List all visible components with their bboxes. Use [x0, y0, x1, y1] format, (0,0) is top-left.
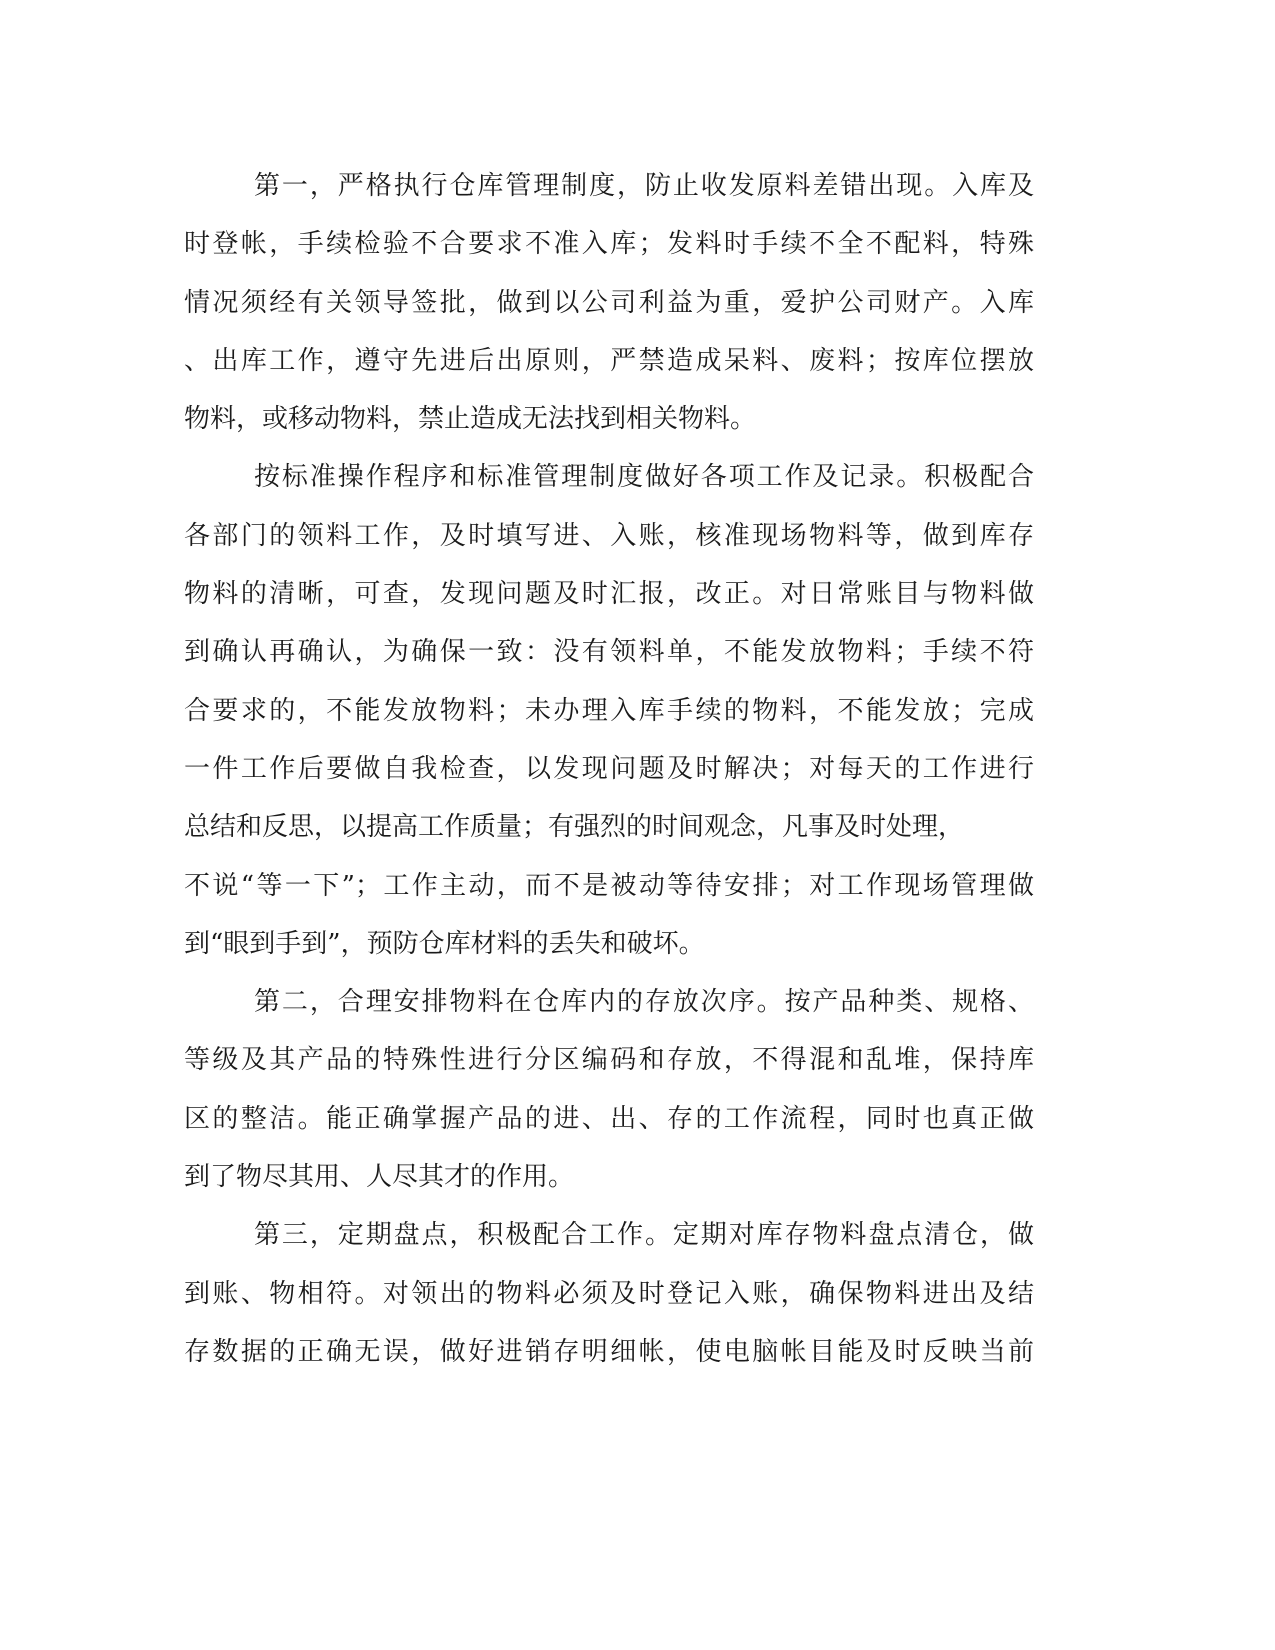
paragraph-3-line-3: 区的整洁。能正确掌握产品的进、出、存的工作流程，同时也真正做 — [184, 1103, 1034, 1134]
paragraph-1-line-5: 物料，或移动物料，禁止造成无法找到相关物料。 — [184, 404, 757, 435]
paragraph-1-line-2: 时登帐，手续检验不合要求不准入库；发料时手续不全不配料，特殊 — [184, 229, 1034, 260]
paragraph-2-line-7: 总结和反思，以提高工作质量；有强烈的时间观念，凡事及时处理， — [184, 812, 965, 843]
paragraph-2-line-6: 一件工作后要做自我检查，以发现问题及时解决；对每天的工作进行 — [184, 753, 1034, 784]
paragraph-2-line-9: 到“眼到手到”，预防仓库材料的丢失和破坏。 — [184, 928, 705, 959]
paragraph-2-line-4: 到确认再确认，为确保一致：没有领料单，不能发放物料；手续不符 — [184, 637, 1034, 668]
paragraph-2-line-3: 物料的清晰，可查，发现问题及时汇报，改正。对日常账目与物料做 — [184, 579, 1034, 610]
paragraph-1-line-3: 情况须经有关领导签批，做到以公司利益为重，爱护公司财产。入库 — [184, 287, 1034, 318]
paragraph-1-line-1: 第一，严格执行仓库管理制度，防止收发原料差错出现。入库及 — [254, 171, 1034, 201]
paragraph-3-line-4: 到了物尽其用、人尽其才的作用。 — [184, 1162, 575, 1193]
paragraph-2-line-2: 各部门的领料工作，及时填写进、入账，核准现场物料等，做到库存 — [184, 520, 1034, 551]
paragraph-1-line-4: 、出库工作，遵守先进后出原则，严禁造成呆料、废料；按库位摆放 — [184, 345, 1034, 376]
document-body — [184, 157, 1034, 1381]
paragraph-2-line-5: 合要求的，不能发放物料；未办理入库手续的物料，不能发放；完成 — [184, 695, 1034, 726]
paragraph-2-line-1: 按标准操作程序和标准管理制度做好各项工作及记录。积极配合 — [254, 462, 1034, 493]
paragraph-3-line-1: 第二，合理安排物料在仓库内的存放次序。按产品种类、规格、 — [254, 987, 1034, 1018]
paragraph-4-line-3: 存数据的正确无误，做好进销存明细帐，使电脑帐目能及时反映当前 — [184, 1336, 1034, 1367]
paragraph-4-line-1: 第三，定期盘点，积极配合工作。定期对库存物料盘点清仓，做 — [254, 1220, 1034, 1251]
paragraph-2-line-8: 不说“等一下”；工作主动，而不是被动等待安排；对工作现场管理做 — [184, 870, 1034, 901]
paragraph-4-line-2: 到账、物相符。对领出的物料必须及时登记入账，确保物料进出及结 — [184, 1278, 1034, 1309]
paragraph-3-line-2: 等级及其产品的特殊性进行分区编码和存放，不得混和乱堆，保持库 — [184, 1045, 1034, 1076]
